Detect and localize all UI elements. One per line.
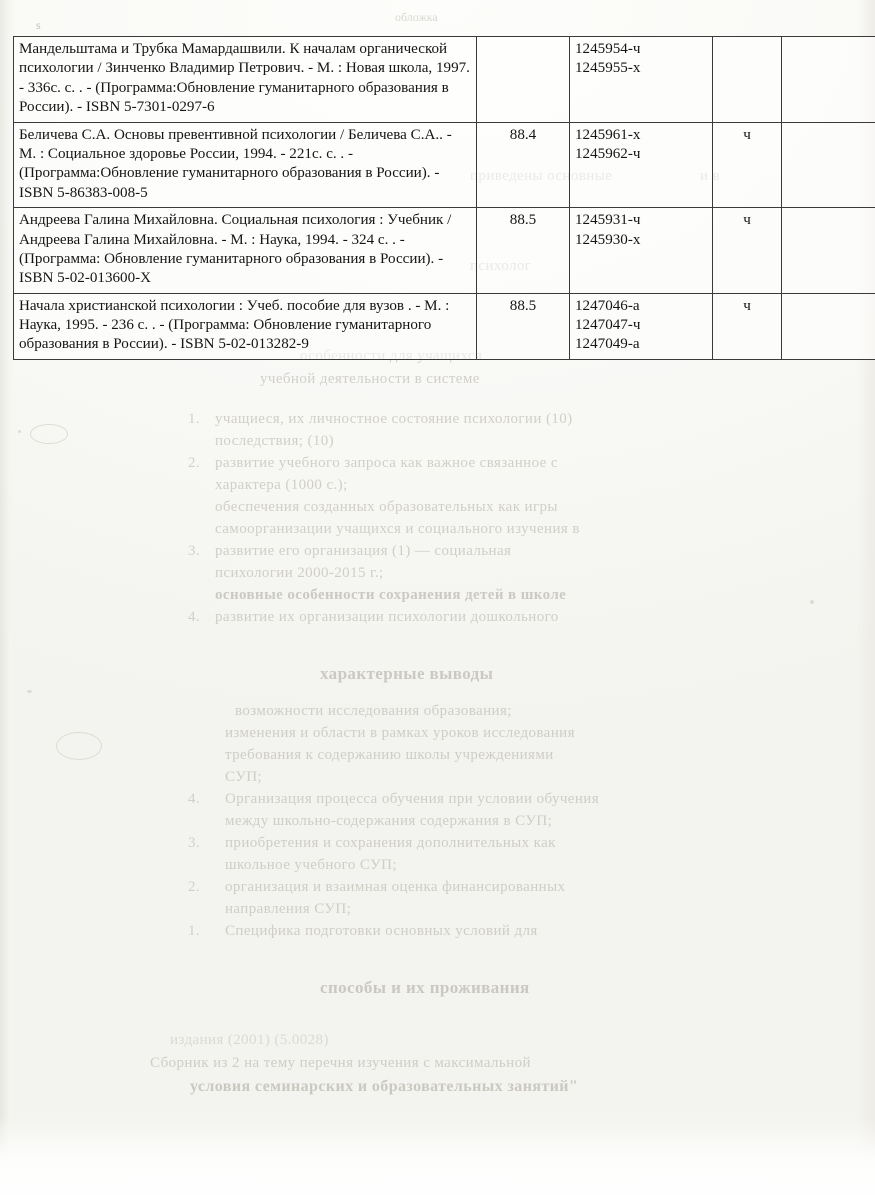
show-through-line: изменения и области в рамках уроков исследования [225,725,575,741]
show-through-line: Сборник из 2 на тему перечня изучения с максимальной [150,1055,531,1071]
show-through-marker: 3. [188,543,201,559]
show-through-line: возможности исследования образования; [235,703,512,719]
show-through-line: основные особенности сохранения детей в школе [215,587,567,603]
cell-index: 88.5 [477,293,570,359]
show-through-line: СУП; [225,769,263,785]
show-through-heading: характерные выводы [320,664,494,683]
cell-description: Начала христианской психологии : Учеб. пособие для вузов . - М. : Наука, 1995. - 236 с. . - (Программа: Обновление гуманитарного образования в России). - ISBN 5-02-013282-9 [14,293,477,359]
show-through-line: психологии 2000-2015 г.; [215,565,384,581]
show-through-line: развитие их организации психологии дошкольного [215,609,559,625]
ring-mark [56,732,102,760]
paper-edge-bottom [0,1117,875,1203]
show-through-heading: способы и их проживания [320,978,530,997]
cell-index [477,37,570,123]
cell-inventory [570,208,713,294]
show-through-line: развитие учебного запроса как важное связанное с [215,455,558,471]
show-through-marker: 1. [188,923,201,939]
show-through-line: организация и взаимная оценка финансированных [225,879,566,895]
inventory-number: 1245955-х [575,60,641,77]
show-through-line: между школьно-содержания содержания в СУП; [225,813,553,829]
show-through-marker: 1. [188,411,201,427]
show-through-line: учащиеся, их личностное состояние психологии (10) [215,411,573,427]
bibliographic-table [13,36,875,360]
scan-speck [810,600,814,604]
show-through-line: последствия; (10) [215,433,335,449]
show-through-marker: 3. [188,835,201,851]
show-through-line: учебной деятельности в системе [260,371,480,387]
cell-description: Беличева С.А. Основы превентивной психологии / Беличева С.А.. - М. : Социальное здоровье России, 1994. - 221с. с. . - (Программа:Обновление гуманитарного образования в России). - ISBN 5-86383-008-5 [14,122,477,208]
scan-speck [18,430,21,433]
inventory-number: 1247049-а [575,336,640,353]
show-through-line: приобретения и сохранения дополнительных как [225,835,556,851]
cell-description: Андреева Галина Михайловна. Социальная психология : Учебник / Андреева Галина Михайловна. - М. : Наука, 1994. - 324 с. . - (Программа: Обновление гуманитарного образования в России). - ISBN 5-02-013600-X [14,208,477,294]
table-row [14,293,875,359]
inventory-number: 1247047-ч [575,317,641,334]
show-through-line: характера (1000 с.); [215,477,348,493]
show-through-line: развитие его организация (1) — социальная [215,543,512,559]
inventory-number: 1245961-х [575,126,641,143]
cell-mark: ч [713,208,782,294]
cell-note [782,37,875,123]
ring-mark [30,424,68,444]
table-row [14,122,875,208]
cell-mark: ч [713,122,782,208]
inventory-number: 1247046-а [575,297,640,314]
cell-inventory [570,293,713,359]
cell-inventory [570,37,713,123]
paper-edge-left [0,0,14,1203]
inventory-number: 1245930-х [575,231,641,248]
show-through-marker: 4. [188,791,201,807]
cell-inventory [570,122,713,208]
show-through-line: издания (2001) (5.0028) [170,1032,329,1048]
show-through-line: условия семинарских и образовательных занятий" [190,1078,579,1095]
show-through-line: Организация процесса обучения при условии обучения [225,791,599,807]
cell-mark [713,37,782,123]
cell-index: 88.4 [477,122,570,208]
show-through-line: обеспечения созданных образовательных как игры [215,499,558,515]
scan-speck [27,690,32,693]
inventory-number: 1245954-ч [575,41,641,57]
show-through-line: направления СУП; [225,901,352,917]
inventory-number: 1245962-ч [575,145,641,162]
stray-mark-top-center: обложка [395,10,438,24]
cell-index: 88.5 [477,208,570,294]
inventory-number: 1245931-ч [575,212,641,229]
table-row [14,208,875,294]
table-row [14,37,875,123]
cell-note [782,293,875,359]
stray-mark-top-left: s [36,18,41,32]
cell-note [782,122,875,208]
show-through-marker: 2. [188,455,201,471]
show-through-line: Специфика подготовки основных условий для [225,923,538,939]
cell-description: Мандельштама и Трубка Мамардашвили. К началам органической психологии / Зинченко Владимир Петрович. - М. : Новая школа, 1997. - 336с. с. . - (Программа:Обновление гуманитарного образования в России). - ISBN 5-7301-0297-6 [14,37,477,123]
cell-mark: ч [713,293,782,359]
show-through-line: требования к содержанию школы учреждениями [225,747,554,763]
show-through-marker: 4. [188,609,201,625]
cell-note [782,208,875,294]
show-through-line: самоорганизации учащихся и социального изучения в [215,521,580,537]
show-through-line: школьное учебного СУП; [225,857,397,873]
show-through-marker: 2. [188,879,201,895]
